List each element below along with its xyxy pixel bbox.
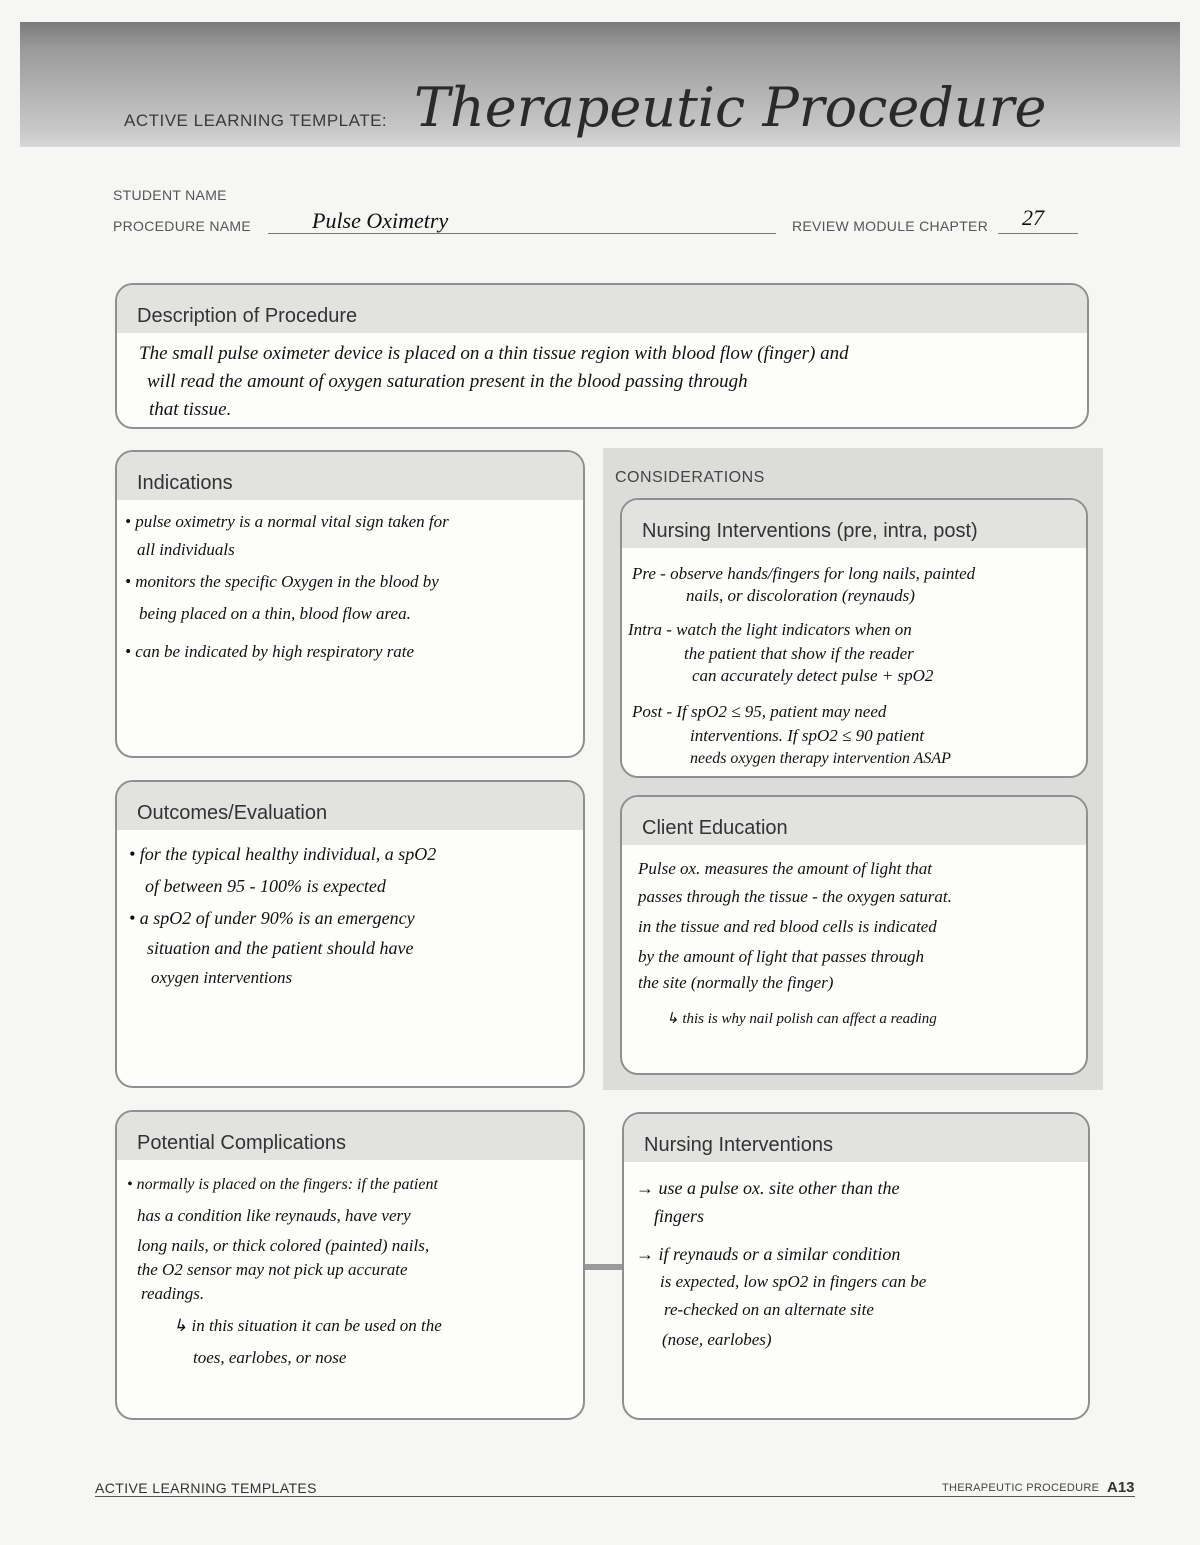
description-line: that tissue. xyxy=(149,399,232,420)
nursing-interventions-line: fingers xyxy=(654,1206,705,1226)
complications-title: Potential Complications xyxy=(137,1132,346,1154)
nursing-line: nails, or discoloration (reynauds) xyxy=(686,586,915,605)
nursing-interventions-line: (nose, earlobes) xyxy=(662,1330,772,1349)
nursing-interventions-title: Nursing Interventions xyxy=(644,1134,833,1156)
page-title: Therapeutic Procedure xyxy=(414,76,1047,139)
nursing-pre-intra-post-box xyxy=(620,498,1088,778)
complications-line: toes, earlobes, or nose xyxy=(193,1348,347,1367)
review-module-underline xyxy=(998,233,1078,234)
client-education-line: passes through the tissue - the oxygen saturat. xyxy=(638,887,952,906)
nursing-line: the patient that show if the reader xyxy=(684,644,914,663)
outcomes-title: Outcomes/Evaluation xyxy=(137,802,328,824)
nursing-pre-intra-post-title: Nursing Interventions (pre, intra, post) xyxy=(642,520,978,542)
nursing-interventions-line: is expected, low spO2 in fingers can be xyxy=(660,1272,927,1291)
footer-rule xyxy=(95,1496,1135,1497)
nursing-line: interventions. If spO2 ≤ 90 patient xyxy=(690,726,925,745)
outcomes-line: • a spO2 of under 90% is an emergency xyxy=(129,908,415,928)
indications-line: being placed on a thin, blood flow area. xyxy=(139,604,411,623)
procedure-name-label: PROCEDURE NAME xyxy=(113,218,251,234)
description-line: The small pulse oximeter device is placed on a thin tissue region with blood flow (finger) and xyxy=(139,343,849,364)
nursing-line: needs oxygen therapy intervention ASAP xyxy=(690,750,951,767)
description-box xyxy=(115,283,1089,429)
client-education-line: ↳ this is why nail polish can affect a reading xyxy=(666,1011,937,1027)
client-education-line: the site (normally the finger) xyxy=(638,973,834,992)
indications-line: • pulse oximetry is a normal vital sign taken for xyxy=(125,512,449,531)
complications-line: long nails, or thick colored (painted) nails, xyxy=(137,1236,430,1255)
nursing-interventions-box xyxy=(622,1112,1090,1420)
indications-line: • monitors the specific Oxygen in the blood by xyxy=(125,572,439,591)
nursing-line: can accurately detect pulse + spO2 xyxy=(692,666,934,685)
review-module-value: 27 xyxy=(1022,205,1044,230)
indications-line: all individuals xyxy=(137,540,235,559)
outcomes-line: • for the typical healthy individual, a spO2 xyxy=(129,844,437,864)
footer-left-label: ACTIVE LEARNING TEMPLATES xyxy=(95,1480,317,1496)
client-education-line: Pulse ox. measures the amount of light that xyxy=(638,859,933,878)
outcomes-line: of between 95 - 100% is expected xyxy=(145,876,386,896)
box-connector xyxy=(585,1264,623,1270)
review-module-label: REVIEW MODULE CHAPTER xyxy=(792,218,989,234)
client-education-line: in the tissue and red blood cells is indicated xyxy=(638,917,937,936)
complications-line: ↳ in this situation it can be used on the xyxy=(173,1316,442,1335)
student-name-label: STUDENT NAME xyxy=(113,187,227,203)
considerations-label: CONSIDERATIONS xyxy=(615,469,765,486)
nursing-line: Post - If spO2 ≤ 95, patient may need xyxy=(632,702,887,721)
description-line: will read the amount of oxygen saturation present in the blood passing through xyxy=(147,371,748,392)
nursing-interventions-line: → if reynauds or a similar condition xyxy=(636,1244,901,1264)
complications-line: the O2 sensor may not pick up accurate xyxy=(137,1260,408,1279)
nursing-line: Intra - watch the light indicators when on xyxy=(628,620,912,639)
indications-title: Indications xyxy=(137,472,233,494)
complications-line: • normally is placed on the fingers: if the patient xyxy=(127,1176,438,1193)
indications-box xyxy=(115,450,585,758)
client-education-title: Client Education xyxy=(642,817,788,839)
nursing-interventions-line: re-checked on an alternate site xyxy=(664,1300,874,1319)
client-education-box xyxy=(620,795,1088,1075)
procedure-name-value: Pulse Oximetry xyxy=(312,208,449,233)
complications-box xyxy=(115,1110,585,1420)
complications-line: readings. xyxy=(141,1284,205,1303)
outcomes-line: oxygen interventions xyxy=(151,968,293,987)
template-label: ACTIVE LEARNING TEMPLATE: xyxy=(124,111,388,130)
nursing-interventions-line: → use a pulse ox. site other than the xyxy=(636,1178,900,1198)
footer-page-number: A13 xyxy=(1107,1479,1135,1496)
footer-right-label: THERAPEUTIC PROCEDURE xyxy=(942,1482,1100,1494)
client-education-line: by the amount of light that passes through xyxy=(638,947,925,966)
indications-line: • can be indicated by high respiratory rate xyxy=(125,642,415,661)
nursing-line: Pre - observe hands/fingers for long nails, painted xyxy=(632,564,976,583)
complications-line: has a condition like reynauds, have very xyxy=(137,1206,411,1225)
description-title: Description of Procedure xyxy=(137,305,358,327)
outcomes-box xyxy=(115,780,585,1088)
outcomes-line: situation and the patient should have xyxy=(147,938,414,958)
